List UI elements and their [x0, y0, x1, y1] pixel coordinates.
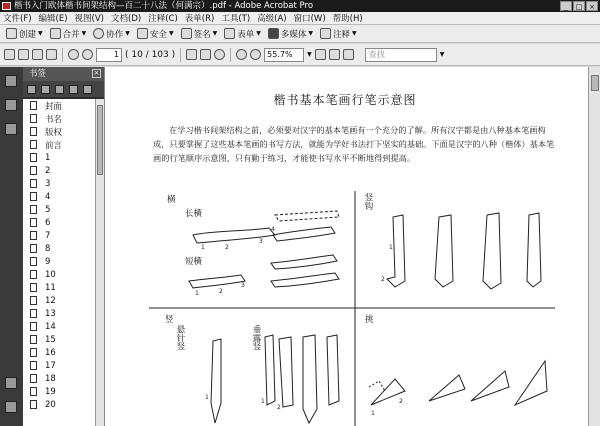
document-icon — [30, 387, 37, 396]
bookmark-item[interactable] — [23, 190, 95, 203]
shugou-example — [435, 215, 453, 287]
toolbar-divider — [180, 48, 181, 62]
ti-example — [471, 371, 509, 401]
combine-files-icon — [50, 28, 61, 39]
bookmark-list — [23, 99, 95, 426]
bookmark-label: 6 — [45, 217, 51, 228]
label-chuilu-shu: 垂露竖 — [251, 325, 261, 351]
pages-panel-icon[interactable] — [5, 75, 17, 87]
shu-example — [327, 335, 339, 405]
label-chang-heng: 长横 — [185, 209, 203, 219]
shugou-example — [483, 213, 501, 289]
xuanzhen-shu-stroke — [211, 339, 221, 423]
ti-example — [515, 361, 547, 405]
combine-label: 合并 — [62, 29, 80, 40]
bookmark-item[interactable] — [23, 372, 95, 385]
stroke-order-number: 1 — [195, 290, 199, 297]
maximize-button[interactable]: □ — [573, 1, 585, 11]
bookmark-item[interactable] — [23, 177, 95, 190]
heng-example — [273, 227, 335, 241]
bookmark-item[interactable] — [23, 320, 95, 333]
select-cursor-icon[interactable] — [186, 49, 197, 60]
page-count: ( 10 / 103 ) — [125, 49, 176, 60]
minimize-button[interactable]: _ — [560, 1, 572, 11]
menu-edit[interactable]: 编辑(E) — [38, 14, 68, 24]
comment-pencil-icon — [320, 28, 331, 39]
document-icon — [30, 244, 37, 253]
bookmark-item[interactable] — [23, 398, 95, 411]
find-input[interactable]: 查找 — [365, 48, 437, 62]
chevron-down-icon: ▼ — [38, 30, 43, 37]
zoom-in-icon[interactable] — [250, 49, 261, 60]
forms-label: 表单 — [237, 29, 255, 40]
bookmark-item[interactable] — [23, 203, 95, 216]
menu-bar — [0, 12, 600, 25]
chevron-down-icon: ▼ — [256, 30, 261, 37]
pdf-intro-paragraph: 在学习楷书间架结构之前，必须要对汉字的基本笔画有一个充分的了解。所有汉字都是由八种基本笔画构成，只要掌握了这些基本笔画的书写方法，就能为学好书法打下坚实的基础。下面是汉字的八种（楷体）基本笔画的行笔顺序示意图，只有勤于练习，才能使书写水平不断地得到提高。 — [153, 125, 555, 163]
navigation-pane-strip — [0, 67, 23, 426]
document-icon — [30, 283, 37, 292]
multimedia-label: 多媒体 — [280, 29, 307, 40]
bookmarks-toolbar — [23, 81, 104, 97]
options-icon[interactable] — [27, 85, 36, 94]
pen-icon — [181, 28, 192, 39]
menu-window[interactable]: 窗口(W) — [293, 14, 326, 24]
menu-forms[interactable]: 表单(R) — [184, 14, 215, 24]
zoom-level-field[interactable]: 55.7% — [264, 48, 304, 62]
stroke-order-number: 1 — [205, 394, 209, 401]
stroke-order-number: 2 — [219, 288, 223, 295]
film-icon — [268, 28, 279, 39]
menu-document[interactable]: 文档(D) — [111, 14, 142, 24]
collaborate-button[interactable] — [91, 26, 132, 42]
bookmark-label: 19 — [45, 386, 56, 397]
bookmark-item[interactable] — [23, 151, 95, 164]
close-icon[interactable]: × — [93, 69, 100, 77]
document-scrollbar[interactable] — [588, 67, 600, 426]
bookmark-label: 书名 — [45, 114, 63, 125]
chevron-down-icon: ▼ — [125, 30, 130, 37]
document-icon — [30, 361, 37, 370]
document-icon — [30, 270, 37, 279]
document-page-view[interactable] — [104, 67, 588, 426]
print-icon[interactable] — [32, 49, 43, 60]
new-bookmark-icon[interactable] — [41, 85, 50, 94]
signatures-panel-icon[interactable] — [5, 123, 17, 135]
window-controls — [560, 1, 598, 11]
bookmark-item[interactable] — [23, 99, 95, 112]
multimedia-button[interactable] — [266, 26, 315, 42]
bookmark-label: 2 — [45, 165, 51, 176]
form-icon — [224, 28, 235, 39]
fit-width-icon[interactable] — [329, 49, 340, 60]
bookmark-item[interactable] — [23, 281, 95, 294]
find-dropdown-icon[interactable]: ▼ — [439, 51, 445, 58]
label-shu: 竖 — [165, 315, 174, 325]
document-icon — [30, 257, 37, 266]
label-shugou: 竖钩 — [363, 193, 373, 210]
comment-button[interactable] — [318, 26, 359, 42]
heng-example — [271, 273, 339, 287]
document-icon — [30, 322, 37, 331]
menu-comments[interactable]: 注释(C) — [148, 14, 178, 24]
document-icon — [30, 400, 37, 409]
toolbar-divider — [230, 48, 231, 62]
bookmark-item[interactable] — [23, 255, 95, 268]
chevron-down-icon: ▼ — [168, 30, 174, 37]
bookmarks-scrollbar[interactable] — [95, 99, 104, 426]
sign-label: 签名 — [193, 29, 211, 40]
ti-motion-hint — [369, 381, 385, 391]
stroke-order-number: 3 — [241, 282, 245, 289]
lock-icon — [137, 28, 148, 39]
document-icon — [30, 192, 37, 201]
document-icon — [30, 296, 37, 305]
comment-label: 注释 — [332, 29, 350, 40]
bookmark-label: 8 — [45, 243, 51, 254]
bookmark-item[interactable] — [23, 216, 95, 229]
shu-example — [279, 337, 293, 407]
bookmark-label: 10 — [45, 269, 56, 280]
collaborate-icon — [93, 28, 104, 39]
close-button[interactable]: × — [586, 1, 598, 11]
document-icon — [30, 114, 37, 123]
bookmark-item[interactable] — [23, 164, 95, 177]
email-icon[interactable] — [46, 49, 57, 60]
bookmarks-panel — [23, 67, 104, 426]
zoom-dropdown-icon[interactable]: ▼ — [307, 51, 312, 58]
document-icon — [30, 335, 37, 344]
bookmark-item[interactable] — [23, 112, 95, 125]
label-ti: 挑 — [365, 315, 374, 325]
bookmark-item[interactable] — [23, 359, 95, 372]
bookmark-item[interactable] — [23, 125, 95, 138]
label-duan-heng: 短横 — [185, 257, 203, 267]
forms-button[interactable] — [222, 26, 263, 42]
bookmark-label: 前言 — [45, 140, 63, 151]
short-heng-stroke — [189, 275, 245, 288]
heng-example-dashed — [275, 211, 339, 221]
document-icon — [30, 166, 37, 175]
create-pdf-icon — [6, 28, 17, 39]
attachments-panel-icon[interactable] — [5, 401, 17, 413]
bookmark-item[interactable] — [23, 138, 95, 151]
bookmark-item[interactable] — [23, 346, 95, 359]
bookmark-label: 11 — [45, 282, 56, 293]
navigation-toolbar — [0, 44, 600, 66]
bookmark-label: 封面 — [45, 101, 63, 112]
bookmark-label: 18 — [45, 373, 56, 384]
stroke-order-number: 2 — [399, 398, 403, 405]
stroke-order-number: 1 — [389, 244, 393, 251]
shu-example — [303, 335, 317, 423]
bookmark-label: 14 — [45, 321, 56, 332]
document-icon — [30, 101, 37, 110]
bookmark-label: 20 — [45, 399, 56, 410]
stroke-order-number: 2 — [277, 404, 281, 411]
bookmark-label: 4 — [45, 191, 51, 202]
bookmark-label: 5 — [45, 204, 51, 215]
ti-example — [429, 375, 465, 401]
delete-icon[interactable] — [55, 85, 64, 94]
stroke-diagram — [149, 191, 555, 426]
stroke-order-number: 2 — [225, 244, 229, 251]
fit-page-icon[interactable] — [315, 49, 326, 60]
stroke-diagram-drawing — [149, 191, 555, 426]
next-page-icon[interactable] — [82, 49, 93, 60]
document-icon — [30, 218, 37, 227]
shugou-stroke — [387, 215, 405, 287]
create-button[interactable] — [4, 26, 45, 42]
chevron-down-icon: ▼ — [212, 30, 218, 37]
bookmark-item[interactable] — [23, 242, 95, 255]
window-title: 楷书入门欧体楷书间架结构—百二十八法（何满宗）.pdf - Adobe Acrobat Pro — [14, 1, 314, 11]
previous-page-icon[interactable] — [68, 49, 79, 60]
bookmark-label: 3 — [45, 178, 51, 189]
chuilu-shu-stroke — [265, 335, 275, 405]
hand-tool-icon[interactable] — [200, 49, 211, 60]
open-folder-icon[interactable] — [4, 49, 15, 60]
stroke-order-number: 1 — [201, 244, 205, 251]
secure-button[interactable] — [135, 26, 176, 42]
bookmark-item[interactable] — [23, 268, 95, 281]
bookmark-item[interactable] — [23, 294, 95, 307]
expand-bookmark-icon[interactable] — [69, 85, 78, 94]
stroke-order-number: 4 — [271, 226, 275, 233]
stroke-order-number: 2 — [381, 276, 385, 283]
chevron-down-icon: ▼ — [81, 30, 87, 37]
bookmark-label: 15 — [45, 334, 56, 345]
shugou-example — [527, 213, 541, 287]
zoom-out-icon[interactable] — [236, 49, 247, 60]
document-icon — [30, 153, 37, 162]
toolbar-divider — [62, 48, 63, 62]
bookmark-item[interactable] — [23, 385, 95, 398]
stroke-order-number: 1 — [371, 410, 375, 417]
document-icon — [30, 348, 37, 357]
title-bar — [0, 0, 600, 12]
page-number-input[interactable]: 1 — [96, 48, 122, 62]
bookmark-label: 1 — [45, 152, 51, 163]
document-icon — [30, 309, 37, 318]
bookmarks-panel-title: 书签 — [29, 69, 47, 79]
bookmarks-panel-header — [23, 67, 104, 81]
document-icon — [30, 231, 37, 240]
bookmark-item[interactable] — [23, 333, 95, 346]
bookmark-label: 7 — [45, 230, 51, 241]
scroll-thumb[interactable] — [591, 75, 599, 91]
bookmark-item[interactable] — [23, 307, 95, 320]
collaborate-label: 协作 — [106, 29, 124, 40]
stroke-order-number: 3 — [259, 238, 263, 245]
chevron-down-icon: ▼ — [308, 30, 313, 37]
zoom-tool-icon[interactable] — [214, 49, 225, 60]
menu-advanced[interactable]: 高级(A) — [257, 14, 287, 24]
bookmark-label: 9 — [45, 256, 51, 267]
stroke-order-number: 1 — [261, 398, 265, 405]
menu-tools[interactable]: 工具(T) — [221, 14, 251, 24]
document-icon — [30, 179, 37, 188]
bookmark-label: 13 — [45, 308, 56, 319]
document-icon — [30, 127, 37, 136]
combine-button[interactable] — [48, 26, 89, 42]
read-mode-icon[interactable] — [343, 49, 354, 60]
create-label: 创建 — [19, 29, 37, 40]
bookmark-label: 17 — [45, 360, 56, 371]
bookmark-item[interactable] — [23, 229, 95, 242]
properties-icon[interactable] — [83, 85, 92, 94]
sign-button[interactable] — [179, 26, 220, 42]
menu-help[interactable]: 帮助(H) — [332, 14, 363, 24]
heng-example — [271, 255, 337, 269]
menu-view[interactable]: 视图(V) — [74, 14, 104, 24]
label-heng: 横 — [167, 195, 176, 205]
acrobat-app-icon — [2, 2, 11, 10]
chevron-down-icon: ▼ — [352, 30, 357, 37]
tasks-toolbar — [0, 25, 600, 43]
bookmark-label: 16 — [45, 347, 56, 358]
bookmark-label: 12 — [45, 295, 56, 306]
bookmarks-panel-icon[interactable] — [5, 99, 17, 111]
label-xuanzhen-shu: 悬针竖 — [175, 325, 185, 351]
menu-file[interactable]: 文件(F) — [3, 14, 32, 24]
pdf-page-title: 楷书基本笔画行笔示意图 — [273, 93, 417, 107]
comments-panel-icon[interactable] — [5, 377, 17, 389]
scroll-thumb[interactable] — [97, 105, 103, 175]
document-icon — [30, 140, 37, 149]
document-icon — [30, 205, 37, 214]
save-icon[interactable] — [18, 49, 29, 60]
bookmark-label: 版权 — [45, 127, 63, 138]
document-icon — [30, 374, 37, 383]
secure-label: 安全 — [149, 29, 167, 40]
